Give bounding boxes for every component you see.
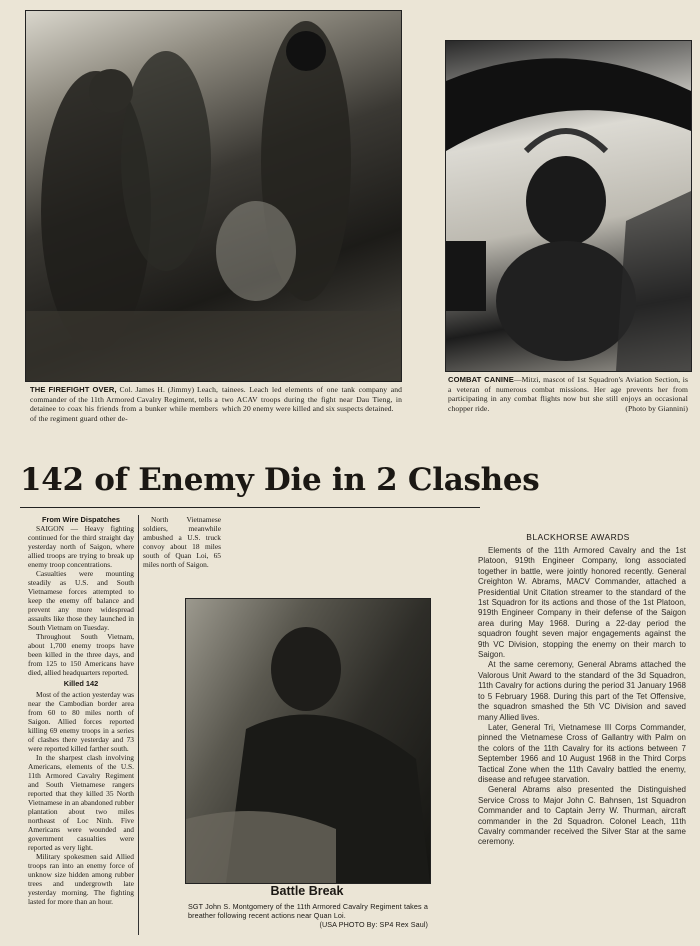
article-byline: From Wire Dispatches: [42, 515, 120, 524]
photo1-caption-left: [30, 385, 218, 423]
photo1-caption-text-2: tainees. Leach led elements of one tank company and two ACAV troops during the fight near Dau Tieng, in which 20 enemy were killed and six suspects detained.: [222, 385, 402, 414]
photo1-caption-text: Col. James H. (Jimmy) Leach, commander of the 11th Armored Cavalry Regiment, tells a detainee to coax his friends from a bunker while members of the regiment guard other de-: [30, 385, 219, 423]
photo1-caption-right: [222, 385, 402, 414]
photo-soldiers-detainee: [25, 10, 402, 382]
awards-column: [478, 546, 686, 848]
photo-soldier-resting: [185, 598, 431, 884]
awards-paragraph: General Abrams also presented the Distinguished Service Cross to Major John C. Bahnsen, 1st Squadron Commander and to Captain Jerry W. Thurman, aircraft commander in the 2d Squadron. Colonel Leach, 11th Cavalry commander received the Silver Star at the same ceremony.: [478, 785, 686, 847]
article-paragraph: Most of the action yesterday was near the Cambodian border area from 60 to 80 miles north of Saigon. Allied forces reported killing 69 enemy troops in a series of clashes there yesterday and 73 were reported killed farther south.: [28, 690, 134, 753]
headline: 142 of Enemy Die in 2 Clashes: [20, 462, 540, 498]
photo3-caption-text: SGT John S. Montgomery of the 11th Armored Cavalry Regiment takes a breather following recent actions near Quan Loi.: [188, 902, 428, 920]
photo2-caption: [448, 375, 688, 413]
photo1-caption-lead: THE FIREFIGHT OVER,: [30, 385, 117, 394]
photo3-title: Battle Break: [270, 884, 344, 898]
article-column-1: [28, 515, 134, 906]
article-paragraph: Casualties were mounting steadily as U.S. and South Vietnamese forces attempted to keep the enemy off balance and prevent any more widespread assaults like those they launched in South Vietnam on Tuesday.: [28, 569, 134, 632]
photo2-caption-lead: COMBAT CANINE: [448, 375, 514, 384]
photo-chimp-mascot: [445, 40, 692, 372]
article-subhead: Killed 142: [63, 679, 99, 688]
awards-title: BLACKHORSE AWARDS: [526, 532, 630, 542]
article-paragraph: North Vietnamese soldiers, meanwhile ambushed a U.S. truck convoy about 18 miles south of Quan Loi, 65 miles north of Saigon.: [143, 515, 221, 569]
column-rule: [138, 515, 139, 935]
photo3-caption: [188, 902, 428, 929]
photo2-caption-text: —Mitzi, mascot of 1st Squadron's Aviation Section, is a veteran of numerous combat missions. Her age prevents her from participating in any combat flights now but she still enjoys an occasional chopper ride.: [448, 375, 688, 413]
awards-paragraph: At the same ceremony, General Abrams attached the Valorous Unit Award to the standard of the 3d Squadron, 11th Cavalry for actions during the period 31 January 1968 to 5 February 1968. During this part of the Tet Offensive, the squadron smashed the 5th VC Division and saved many Allied lives.: [478, 660, 686, 722]
article-paragraph: Military spokesmen said Allied troops ran into an enemy force of unknow size hidden among rubber trees and undergrowth late yesterday morning. The fighting lasted for more than an hour.: [28, 852, 134, 906]
article-paragraph: SAIGON — Heavy fighting continued for the third straight day yesterday north of Saigon, where allied troops are trying to break up enemy troop concentrations.: [28, 524, 134, 569]
awards-paragraph: Elements of the 11th Armored Cavalry and the 1st Platoon, 919th Engineer Company, long associated together in battle, were jointly honored recently. General Creighton W. Abrams, MACV Commander, attached a Presidential Unit Citation streamer to the standard of the 1st Squadron for its actions and those of the 1st Platoon, 919th Engineer Company in their defense of the Saigon area during May 1968. During a 22-day period the squadron fought seven major engagements against the 9th VC Division, stopping the enemy on their march to Saigon.: [478, 546, 686, 660]
photo2-credit: (Photo by Giannini): [625, 403, 688, 413]
article-paragraph: In the sharpest clash involving Americans, elements of the U.S. 11th Armored Cavalry Regiment and South Vietnamese rangers reported that they killed 35 North Vietnamese in an abandoned rubber plantation about two miles northeast of Loc Ninh. Five Americans were wounded and government casualties were reported as very light.: [28, 753, 134, 852]
article-paragraph: Throughout South Vietnam, about 1,700 enemy troops have been killed in the three days, and from 125 to 150 Americans have died, allied headquarters reported.: [28, 632, 134, 677]
photo3-credit: (USA PHOTO By: SP4 Rex Saul): [319, 920, 428, 929]
article-column-2: [143, 515, 221, 569]
awards-paragraph: Later, General Tri, Vietnamese III Corps Commander, pinned the Vietnamese Cross of Gallantry with Palm on the colors of the 11th Cavalry for its actions between 7 September 1966 and 10 August 1968 in the Third Corps Tactical Zone when the 11th Cavalry battled the enemy, disease and refugee starvation.: [478, 722, 686, 784]
headline-rule: [20, 507, 480, 508]
